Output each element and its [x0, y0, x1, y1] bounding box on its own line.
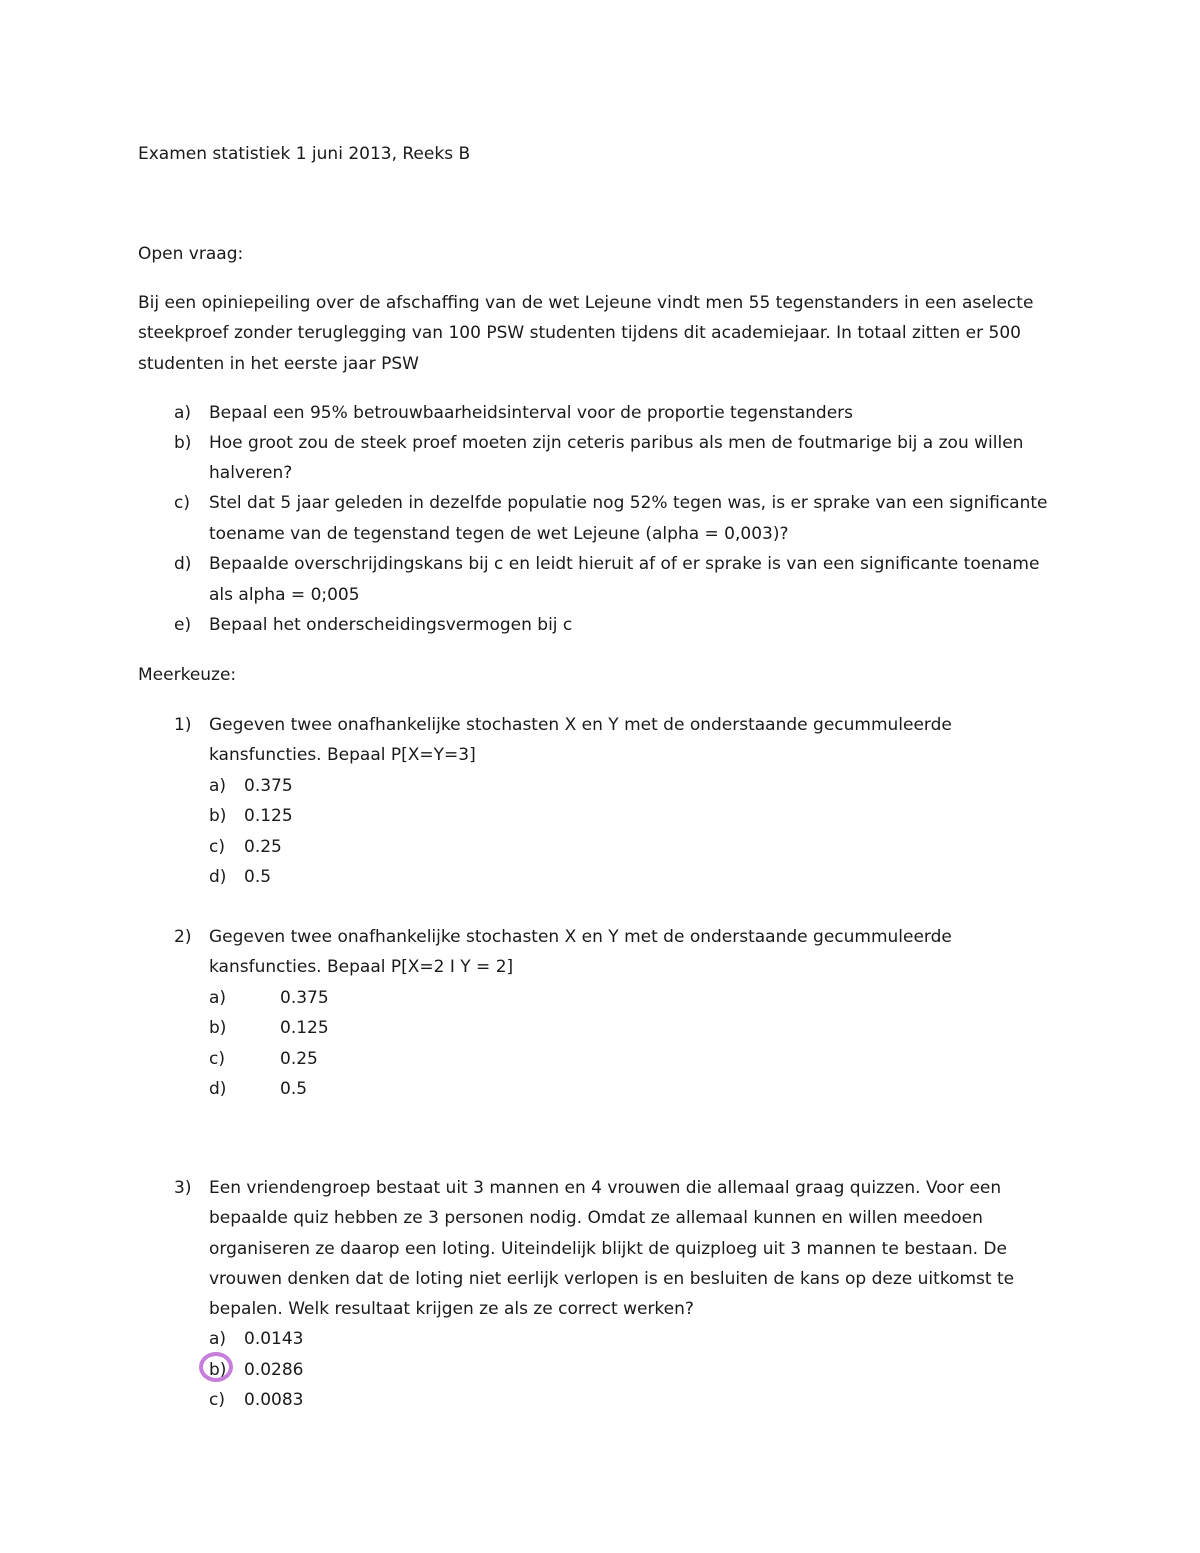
option-value: 0.5: [244, 867, 272, 887]
question-marker: b): [174, 433, 192, 453]
intro-line: Bij een opiniepeiling over de afschaffing van de wet Lejeune vindt men 55 tegenstanders in een aselecte: [138, 293, 1034, 313]
question-text: Stel dat 5 jaar geleden in dezelfde populatie nog 52% tegen was, is er sprake van een significante: [209, 493, 1048, 513]
option-marker: b): [209, 1018, 227, 1038]
option-marker: d): [209, 1079, 227, 1099]
page-title: Examen statistiek 1 juni 2013, Reeks B: [138, 144, 471, 164]
answer-circle-annotation: [199, 1352, 233, 1382]
question-marker: d): [174, 554, 192, 574]
open-question-heading: Open vraag:: [138, 244, 244, 264]
option-value: 0.0143: [244, 1329, 304, 1349]
intro-line: steekproef zonder teruglegging van 100 PSW studenten tijdens dit academiejaar. In totaal zitten er 500: [138, 323, 1021, 343]
mc-question-text: kansfuncties. Bepaal P[X=Y=3]: [209, 745, 476, 765]
option-marker: d): [209, 867, 227, 887]
question-text: Hoe groot zou de steek proef moeten zijn ceteris paribus als men de foutmarige bij a zou willen: [209, 433, 1024, 453]
option-marker: a): [209, 776, 227, 796]
option-marker: c): [209, 1390, 225, 1410]
option-value: 0.25: [280, 1049, 318, 1069]
option-marker: b): [209, 1360, 227, 1380]
option-value: 0.0286: [244, 1360, 304, 1380]
mc-question-number: 2): [174, 927, 192, 947]
option-value: 0.5: [280, 1079, 308, 1099]
option-value: 0.25: [244, 837, 282, 857]
option-value: 0.375: [280, 988, 329, 1008]
question-marker: a): [174, 403, 192, 423]
option-marker: c): [209, 837, 225, 857]
question-text: als alpha = 0;005: [209, 585, 360, 605]
question-text: toename van de tegenstand tegen de wet Lejeune (alpha = 0,003)?: [209, 524, 789, 544]
mc-question-text: vrouwen denken dat de loting niet eerlijk verlopen is en besluiten de kans op deze uitkomst te: [209, 1269, 1015, 1289]
question-marker: c): [174, 493, 190, 513]
option-value: 0.125: [244, 806, 293, 826]
question-text: Bepaalde overschrijdingskans bij c en leidt hieruit af of er sprake is van een significante toename: [209, 554, 1040, 574]
mc-question-text: bepaalde quiz hebben ze 3 personen nodig. Omdat ze allemaal kunnen en willen meedoen: [209, 1208, 983, 1228]
option-marker: a): [209, 1329, 227, 1349]
mc-question-text: Gegeven twee onafhankelijke stochasten X en Y met de onderstaande gecummuleerde: [209, 715, 952, 735]
option-value: 0.375: [244, 776, 293, 796]
mc-question-text: kansfuncties. Bepaal P[X=2 I Y = 2]: [209, 957, 514, 977]
mc-question-text: bepalen. Welk resultaat krijgen ze als ze correct werken?: [209, 1299, 694, 1319]
question-marker: e): [174, 615, 192, 635]
question-text: Bepaal het onderscheidingsvermogen bij c: [209, 615, 573, 635]
question-text: halveren?: [209, 463, 293, 483]
multiple-choice-heading: Meerkeuze:: [138, 665, 237, 685]
option-value: 0.0083: [244, 1390, 304, 1410]
mc-question-text: Gegeven twee onafhankelijke stochasten X en Y met de onderstaande gecummuleerde: [209, 927, 952, 947]
option-marker: a): [209, 988, 227, 1008]
question-text: Bepaal een 95% betrouwbaarheidsinterval voor de proportie tegenstanders: [209, 403, 854, 423]
option-marker: c): [209, 1049, 225, 1069]
option-value: 0.125: [280, 1018, 329, 1038]
mc-question-text: organiseren ze daarop een loting. Uiteindelijk blijkt de quizploeg uit 3 mannen te bestaan. De: [209, 1239, 1007, 1259]
mc-question-number: 1): [174, 715, 192, 735]
mc-question-text: Een vriendengroep bestaat uit 3 mannen en 4 vrouwen die allemaal graag quizzen. Voor een: [209, 1178, 1002, 1198]
option-marker: b): [209, 806, 227, 826]
mc-question-number: 3): [174, 1178, 192, 1198]
intro-line: studenten in het eerste jaar PSW: [138, 354, 419, 374]
